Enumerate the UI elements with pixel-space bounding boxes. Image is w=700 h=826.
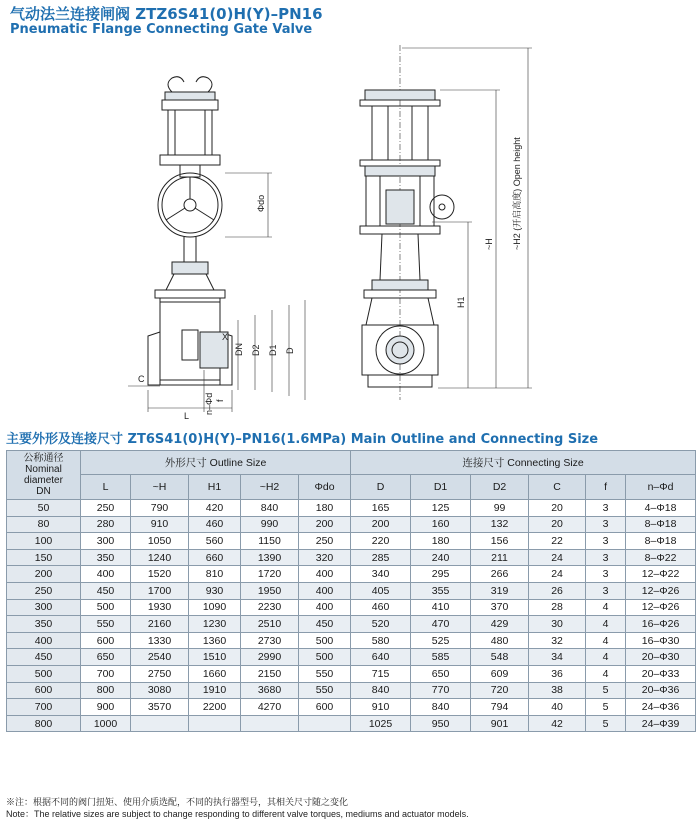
table-cell bbox=[131, 715, 189, 732]
col-header: f bbox=[586, 475, 626, 500]
table-cell: 24–Φ39 bbox=[626, 715, 696, 732]
table-cell: 3 bbox=[586, 549, 626, 566]
connecting-size-header: 连接尺寸 Connecting Size bbox=[351, 451, 696, 475]
front-view bbox=[360, 45, 532, 400]
table-cell: 180 bbox=[299, 500, 351, 517]
table-cell: 3 bbox=[586, 582, 626, 599]
table-cell: 3680 bbox=[241, 682, 299, 699]
table-cell: 300 bbox=[81, 533, 131, 550]
note-en: Note：The relative sizes are subject to change responding to different valve torques, mediums and actuator models. bbox=[6, 809, 469, 819]
table-cell: 12–Φ22 bbox=[626, 566, 696, 583]
table-cell: 266 bbox=[471, 566, 529, 583]
table-cell: 550 bbox=[299, 682, 351, 699]
col-header: ~H bbox=[131, 475, 189, 500]
dn-cell: 100 bbox=[7, 533, 81, 550]
table-cell: 180 bbox=[411, 533, 471, 550]
table-cell: 22 bbox=[529, 533, 586, 550]
dn-cell: 400 bbox=[7, 632, 81, 649]
table-cell: 160 bbox=[411, 516, 471, 533]
outline-size-header: 外形尺寸 Outline Size bbox=[81, 451, 351, 475]
table-cell: 4 bbox=[586, 649, 626, 666]
table-cell: 640 bbox=[351, 649, 411, 666]
table-cell: 840 bbox=[351, 682, 411, 699]
table-cell: 3 bbox=[586, 566, 626, 583]
table-cell: 550 bbox=[81, 616, 131, 633]
table-cell: 1950 bbox=[241, 582, 299, 599]
table-cell: 1390 bbox=[241, 549, 299, 566]
table-cell: 285 bbox=[351, 549, 411, 566]
table-cell: 320 bbox=[299, 549, 351, 566]
table-cell: 910 bbox=[131, 516, 189, 533]
table-cell: 420 bbox=[189, 500, 241, 517]
table-cell: 429 bbox=[471, 616, 529, 633]
section-title: 主要外形及连接尺寸 ZT6S41(0)H(Y)–PN16(1.6MPa) Main Outline and Connecting Size bbox=[6, 432, 599, 447]
col-header: D1 bbox=[411, 475, 471, 500]
table-cell: 1660 bbox=[189, 665, 241, 682]
table-cell: 36 bbox=[529, 665, 586, 682]
table-cell: 810 bbox=[189, 566, 241, 583]
table-cell: 3 bbox=[586, 516, 626, 533]
table-cell: 550 bbox=[299, 665, 351, 682]
table-cell: 500 bbox=[299, 649, 351, 666]
table-cell: 840 bbox=[241, 500, 299, 517]
note-cn: ※注：根据不同的阀门扭矩、使用介质选配，不同的执行器型号，其相关尺寸随之变化 bbox=[6, 797, 349, 807]
table-row bbox=[7, 582, 696, 599]
dn-header: 公称通径 Nominal diameter DN bbox=[7, 451, 81, 500]
table-cell: 400 bbox=[81, 566, 131, 583]
table-cell: 405 bbox=[351, 582, 411, 599]
table-cell: 500 bbox=[81, 599, 131, 616]
valve-technical-drawing bbox=[0, 40, 700, 420]
table-row bbox=[7, 566, 696, 583]
dn-cell: 800 bbox=[7, 715, 81, 732]
table-cell: 450 bbox=[81, 582, 131, 599]
col-header: C bbox=[529, 475, 586, 500]
dn-cell: 200 bbox=[7, 566, 81, 583]
table-cell: 3080 bbox=[131, 682, 189, 699]
table-cell: 410 bbox=[411, 599, 471, 616]
table-cell: 1150 bbox=[241, 533, 299, 550]
table-row bbox=[7, 616, 696, 633]
table-row bbox=[7, 516, 696, 533]
dn-cell: 50 bbox=[7, 500, 81, 517]
table-cell: 295 bbox=[411, 566, 471, 583]
col-header: n–Φd bbox=[626, 475, 696, 500]
table-cell: 38 bbox=[529, 682, 586, 699]
table-cell: 1360 bbox=[189, 632, 241, 649]
notes bbox=[6, 796, 469, 820]
table-cell: 1520 bbox=[131, 566, 189, 583]
table-cell: 5 bbox=[586, 715, 626, 732]
table-cell: 125 bbox=[411, 500, 471, 517]
table-cell: 609 bbox=[471, 665, 529, 682]
table-cell: 165 bbox=[351, 500, 411, 517]
table-cell: 16–Φ30 bbox=[626, 632, 696, 649]
table-cell: 24 bbox=[529, 549, 586, 566]
table-cell: 4 bbox=[586, 632, 626, 649]
table-cell: 8–Φ18 bbox=[626, 533, 696, 550]
table-cell: 901 bbox=[471, 715, 529, 732]
table-cell: 12–Φ26 bbox=[626, 582, 696, 599]
table-cell: 40 bbox=[529, 699, 586, 716]
table-cell: 770 bbox=[411, 682, 471, 699]
table-cell: 800 bbox=[81, 682, 131, 699]
table-cell: 1000 bbox=[81, 715, 131, 732]
table-cell: 900 bbox=[81, 699, 131, 716]
table-cell bbox=[241, 715, 299, 732]
table-cell: 450 bbox=[299, 616, 351, 633]
table-cell: 4 bbox=[586, 599, 626, 616]
table-cell: 132 bbox=[471, 516, 529, 533]
table-cell: 2540 bbox=[131, 649, 189, 666]
table-row bbox=[7, 649, 696, 666]
table-cell: 548 bbox=[471, 649, 529, 666]
table-cell: 1240 bbox=[131, 549, 189, 566]
table-cell: 20 bbox=[529, 500, 586, 517]
dn-cell: 300 bbox=[7, 599, 81, 616]
spec-table bbox=[6, 450, 696, 732]
table-cell: 24 bbox=[529, 566, 586, 583]
table-cell: 20–Φ33 bbox=[626, 665, 696, 682]
label-h2: ~H2 (开启高度) Open height bbox=[512, 137, 522, 250]
table-cell: 4 bbox=[586, 616, 626, 633]
table-cell: 400 bbox=[299, 599, 351, 616]
table-row bbox=[7, 599, 696, 616]
table-cell: 3570 bbox=[131, 699, 189, 716]
table-cell: 370 bbox=[471, 599, 529, 616]
table-cell: 220 bbox=[351, 533, 411, 550]
table-cell: 280 bbox=[81, 516, 131, 533]
col-header: Φdo bbox=[299, 475, 351, 500]
table-cell: 99 bbox=[471, 500, 529, 517]
table-cell bbox=[299, 715, 351, 732]
table-cell: 12–Φ26 bbox=[626, 599, 696, 616]
table-cell: 650 bbox=[411, 665, 471, 682]
label-c: C bbox=[138, 374, 145, 384]
table-cell: 3 bbox=[586, 533, 626, 550]
table-cell: 480 bbox=[471, 632, 529, 649]
label-f: f bbox=[215, 399, 225, 402]
page-title: 气动法兰连接闸阀 ZTZ6S41(0)H(Y)–PN16 bbox=[10, 5, 323, 23]
table-cell: 1700 bbox=[131, 582, 189, 599]
table-cell: 2150 bbox=[241, 665, 299, 682]
table-row bbox=[7, 533, 696, 550]
table-row bbox=[7, 715, 696, 732]
table-cell: 42 bbox=[529, 715, 586, 732]
table-cell bbox=[189, 715, 241, 732]
table-cell: 600 bbox=[81, 632, 131, 649]
table-cell: 990 bbox=[241, 516, 299, 533]
table-row bbox=[7, 682, 696, 699]
table-cell: 1910 bbox=[189, 682, 241, 699]
table-cell: 24–Φ36 bbox=[626, 699, 696, 716]
table-cell: 400 bbox=[299, 582, 351, 599]
table-row bbox=[7, 699, 696, 716]
table-cell: 1025 bbox=[351, 715, 411, 732]
table-cell: 470 bbox=[411, 616, 471, 633]
table-cell: 5 bbox=[586, 699, 626, 716]
table-cell: 26 bbox=[529, 582, 586, 599]
table-row bbox=[7, 665, 696, 682]
table-cell: 1090 bbox=[189, 599, 241, 616]
col-header: H1 bbox=[189, 475, 241, 500]
label-d1: D1 bbox=[268, 344, 278, 356]
dn-cell: 80 bbox=[7, 516, 81, 533]
table-cell: 2200 bbox=[189, 699, 241, 716]
table-row bbox=[7, 500, 696, 517]
table-cell: 2750 bbox=[131, 665, 189, 682]
spec-table-body bbox=[7, 500, 696, 732]
table-cell: 500 bbox=[299, 632, 351, 649]
table-cell: 520 bbox=[351, 616, 411, 633]
table-cell: 400 bbox=[299, 566, 351, 583]
table-cell: 580 bbox=[351, 632, 411, 649]
table-cell: 1330 bbox=[131, 632, 189, 649]
table-cell: 8–Φ18 bbox=[626, 516, 696, 533]
table-cell: 319 bbox=[471, 582, 529, 599]
table-cell: 3 bbox=[586, 500, 626, 517]
table-cell: 660 bbox=[189, 549, 241, 566]
dn-cell: 700 bbox=[7, 699, 81, 716]
table-cell: 240 bbox=[411, 549, 471, 566]
table-cell: 200 bbox=[351, 516, 411, 533]
label-phi-do: Φdo bbox=[256, 194, 266, 212]
table-cell: 2160 bbox=[131, 616, 189, 633]
table-cell: 20 bbox=[529, 516, 586, 533]
table-cell: 525 bbox=[411, 632, 471, 649]
table-cell: 8–Φ22 bbox=[626, 549, 696, 566]
table-cell: 30 bbox=[529, 616, 586, 633]
dn-cell: 150 bbox=[7, 549, 81, 566]
side-view bbox=[128, 77, 305, 420]
dn-cell: 350 bbox=[7, 616, 81, 633]
table-cell: 950 bbox=[411, 715, 471, 732]
col-header: D2 bbox=[471, 475, 529, 500]
table-cell: 2510 bbox=[241, 616, 299, 633]
label-dn: DN bbox=[234, 343, 244, 356]
table-row bbox=[7, 632, 696, 649]
table-cell: 200 bbox=[299, 516, 351, 533]
table-cell: 560 bbox=[189, 533, 241, 550]
table-cell: 340 bbox=[351, 566, 411, 583]
table-cell: 350 bbox=[81, 549, 131, 566]
table-cell: 1050 bbox=[131, 533, 189, 550]
label-d2: D2 bbox=[251, 344, 261, 356]
col-header: ~H2 bbox=[241, 475, 299, 500]
table-cell: 2730 bbox=[241, 632, 299, 649]
label-h1: H1 bbox=[456, 296, 466, 308]
page-subtitle: Pneumatic Flange Connecting Gate Valve bbox=[10, 22, 313, 37]
label-x: X bbox=[222, 332, 229, 342]
table-cell: 250 bbox=[81, 500, 131, 517]
col-header: L bbox=[81, 475, 131, 500]
table-cell: 460 bbox=[189, 516, 241, 533]
table-row bbox=[7, 549, 696, 566]
table-cell: 585 bbox=[411, 649, 471, 666]
table-cell: 28 bbox=[529, 599, 586, 616]
table-cell: 156 bbox=[471, 533, 529, 550]
table-cell: 700 bbox=[81, 665, 131, 682]
table-cell: 1230 bbox=[189, 616, 241, 633]
table-cell: 20–Φ30 bbox=[626, 649, 696, 666]
table-cell: 720 bbox=[471, 682, 529, 699]
table-cell: 650 bbox=[81, 649, 131, 666]
table-cell: 2230 bbox=[241, 599, 299, 616]
table-cell: 600 bbox=[299, 699, 351, 716]
table-cell: 790 bbox=[131, 500, 189, 517]
table-cell: 2990 bbox=[241, 649, 299, 666]
column-header-row bbox=[7, 475, 696, 500]
table-cell: 4–Φ18 bbox=[626, 500, 696, 517]
dn-cell: 250 bbox=[7, 582, 81, 599]
table-cell: 460 bbox=[351, 599, 411, 616]
table-cell: 1510 bbox=[189, 649, 241, 666]
table-cell: 715 bbox=[351, 665, 411, 682]
table-cell: 794 bbox=[471, 699, 529, 716]
label-d: D bbox=[285, 347, 295, 354]
table-cell: 20–Φ36 bbox=[626, 682, 696, 699]
col-header: D bbox=[351, 475, 411, 500]
dn-cell: 450 bbox=[7, 649, 81, 666]
table-cell: 355 bbox=[411, 582, 471, 599]
table-cell: 1930 bbox=[131, 599, 189, 616]
table-cell: 211 bbox=[471, 549, 529, 566]
table-cell: 34 bbox=[529, 649, 586, 666]
dn-cell: 600 bbox=[7, 682, 81, 699]
table-cell: 4270 bbox=[241, 699, 299, 716]
label-h: ~H bbox=[484, 238, 494, 250]
table-cell: 840 bbox=[411, 699, 471, 716]
table-cell: 32 bbox=[529, 632, 586, 649]
table-cell: 910 bbox=[351, 699, 411, 716]
label-l: L bbox=[184, 411, 190, 420]
table-cell: 4 bbox=[586, 665, 626, 682]
table-cell: 250 bbox=[299, 533, 351, 550]
table-cell: 16–Φ26 bbox=[626, 616, 696, 633]
table-cell: 5 bbox=[586, 682, 626, 699]
dn-cell: 500 bbox=[7, 665, 81, 682]
label-nd: n–Φd bbox=[204, 392, 214, 415]
table-cell: 1720 bbox=[241, 566, 299, 583]
table-cell: 930 bbox=[189, 582, 241, 599]
